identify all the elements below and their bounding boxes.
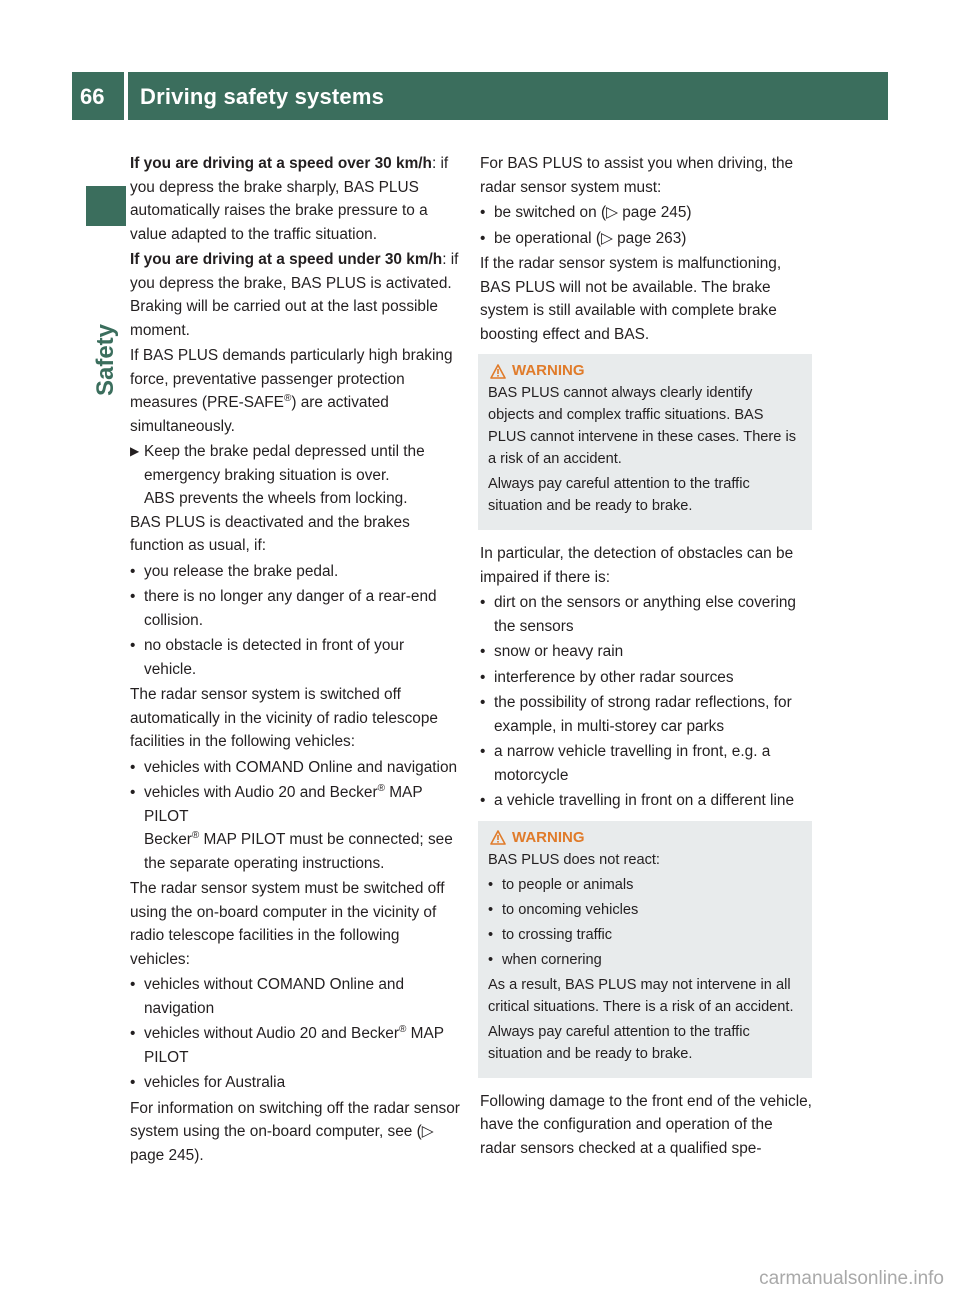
paragraph-text: ) are activated simultaneously. [130, 394, 389, 435]
list-item [480, 666, 812, 690]
paragraph-manual-off: The radar sensor system must be switched off using the on-board computer in the vicinity of radio telescope facilities in the following vehicles: [130, 880, 445, 968]
list-item-text: a narrow vehicle travelling in front, e.g. a motorcycle [494, 743, 771, 784]
list-item-text: MAP PILOT [144, 1025, 444, 1066]
instruction-step [130, 440, 460, 511]
registered-mark: ® [377, 782, 385, 794]
note-text: MAP PILOT must be connected; see the separate operating instructions. [144, 831, 453, 872]
paragraph-deactivation: BAS PLUS is deactivated and the brakes function as usual, if: [130, 513, 410, 554]
header-divider [124, 72, 128, 120]
registered-mark: ® [283, 392, 292, 404]
page-number: 66 [80, 84, 105, 109]
paragraph-impairment: In particular, the detection of obstacles can be impaired if there is: [480, 545, 794, 586]
page-reference-link[interactable]: page 263) [612, 229, 687, 247]
bullet-icon: • [130, 588, 136, 605]
list-item [130, 634, 460, 681]
bullet-icon: • [480, 204, 486, 221]
list-item-text: interference by other radar sources [494, 668, 734, 686]
heading-speed-over: If you are driving at a speed over 30 km/h [130, 155, 432, 172]
list-item-text: a vehicle travelling in front on a different line [494, 792, 795, 809]
page-reference-icon: ▷ [421, 1123, 434, 1140]
list-item-text: be operational ( [494, 229, 601, 247]
list-item-text: vehicles for Australia [144, 1074, 286, 1091]
paragraph-text: For information on switching off the radar sensor system using the on-board computer, see ( [130, 1099, 460, 1140]
paragraph-text: If BAS PLUS demands particularly high braking force, preventative passenger protection measures (PRE-SAFE [130, 347, 453, 411]
list-item-text: you release the brake pedal. [144, 562, 339, 580]
list-item-text: dirt on the sensors or anything else covering the sensors [494, 594, 796, 635]
bullet-icon: • [480, 594, 486, 611]
bullet-icon: • [480, 792, 486, 809]
warning-text: Always pay careful attention to the traffic situation and be ready to brake. [488, 1023, 750, 1062]
list-item-text: MAP PILOT [144, 784, 423, 825]
list-item-text: be switched on ( [494, 204, 607, 221]
section-title: Driving safety systems [140, 84, 385, 109]
bullet-icon: • [130, 562, 136, 580]
paragraph-speed-under [130, 248, 460, 342]
warning-header [490, 827, 802, 849]
step-arrow-icon: ▶ [130, 444, 140, 458]
heading-speed-under: If you are driving at a speed under 30 km/h [130, 251, 443, 268]
paragraph-text: : if you depress the brake sharply, BAS PLUS automatically raises the brake pressure to a value adapted to the traffic situation. [130, 155, 449, 243]
list-item [130, 1071, 460, 1095]
warning-text: BAS PLUS does not react: [488, 851, 660, 868]
bullet-icon: • [130, 637, 136, 654]
page-reference-link[interactable]: page 245). [130, 1146, 204, 1164]
step-result: ABS prevents the wheels from locking. [144, 490, 408, 507]
bullet-icon: • [130, 1074, 136, 1091]
list-item [480, 789, 812, 813]
paragraph-auto-off: The radar sensor system is switched off automatically in the vicinity of radio telescope facilities in the following vehicles: [130, 686, 438, 750]
bullet-icon: • [130, 758, 136, 776]
list-item-text: the possibility of strong radar reflections, for example, in multi-storey car parks [494, 694, 792, 735]
bullet-icon: • [480, 694, 486, 711]
list-item [480, 227, 812, 251]
paragraph-pre-safe [130, 344, 460, 438]
bullet-icon: • [488, 951, 494, 968]
paragraph-speed-over [130, 152, 460, 246]
warning-triangle-icon [490, 830, 506, 845]
bullet-icon: • [130, 784, 136, 801]
list-item-text: vehicles with COMAND Online and navigation [144, 758, 458, 776]
bullet-icon: • [480, 668, 486, 686]
list-item-text: no obstacle is detected in front of your vehicle. [144, 637, 405, 678]
warning-text: BAS PLUS cannot always clearly identify objects and complex traffic situations. BAS PLUS cannot intervene in these cases. There is a risk of an accident. [488, 385, 796, 467]
watermark: carmanualsonline.info [759, 1268, 944, 1289]
paragraph-requirements: For BAS PLUS to assist you when driving, the radar sensor system must: [480, 155, 794, 196]
page-reference-link[interactable]: page 245) [617, 204, 692, 221]
list-item-text: vehicles with Audio 20 and Becker [144, 784, 378, 801]
page-reference-icon: ▷ [606, 204, 618, 221]
paragraph-reference [130, 1097, 460, 1168]
bullet-icon: • [488, 926, 494, 943]
bullet-icon: • [480, 643, 486, 660]
bullet-icon: • [488, 876, 494, 893]
paragraph-text: : if you depress the brake, BAS PLUS is activated. Braking will be carried out at the last possible moment. [130, 251, 459, 339]
list-item [130, 560, 460, 584]
list-item-text: snow or heavy rain [494, 643, 624, 660]
warning-text: Always pay careful attention to the traffic situation and be ready to brake. [488, 476, 750, 514]
list-item [488, 874, 802, 896]
list-item-text: vehicles without Audio 20 and Becker [144, 1025, 399, 1042]
list-item [130, 973, 460, 1020]
right-column [480, 152, 812, 1162]
bullet-icon: • [480, 229, 486, 247]
list-item [480, 691, 812, 738]
registered-mark: ® [191, 829, 200, 841]
bullet-icon: • [480, 743, 486, 760]
list-item [130, 585, 460, 632]
list-item [480, 640, 812, 664]
page-reference-icon: ▷ [600, 229, 613, 247]
paragraph-malfunction: If the radar sensor system is malfunctioning, BAS PLUS will not be available. The brake system is still available with complete brake boosting effect and BAS. [480, 255, 782, 343]
warning-box [478, 821, 812, 1078]
warning-title: WARNING [512, 362, 585, 379]
list-item [480, 740, 812, 787]
bullet-icon: • [130, 1025, 136, 1042]
note-text: Becker [144, 831, 192, 848]
section-marker [86, 186, 126, 226]
warning-header [490, 360, 802, 382]
list-item [130, 1022, 460, 1069]
bullet-icon: • [130, 976, 136, 993]
warning-triangle-icon [490, 364, 506, 379]
list-item [130, 781, 460, 875]
list-item-text: vehicles without COMAND Online and navigation [144, 976, 405, 1017]
warning-box [478, 354, 812, 530]
registered-mark: ® [398, 1023, 407, 1035]
list-item [130, 756, 460, 780]
list-item-text: to oncoming vehicles [502, 901, 639, 918]
bullet-icon: • [488, 901, 494, 918]
paragraph-damage: Following damage to the front end of the vehicle, have the configuration and operation of the radar sensors checked at a qualified spe- [480, 1092, 812, 1157]
side-tab [86, 323, 126, 397]
list-item-text: when cornering [502, 951, 602, 968]
step-text: Keep the brake pedal depressed until the emergency braking situation is over. [144, 443, 425, 484]
list-item [488, 924, 802, 946]
list-item-note [144, 828, 460, 875]
list-item [488, 949, 802, 971]
left-column [130, 152, 460, 1169]
warning-text: As a result, BAS PLUS may not intervene in all critical situations. There is a risk of an accident. [488, 976, 794, 1015]
list-item [480, 591, 812, 638]
side-tab-label: Safety [92, 323, 119, 397]
list-item-text: to people or animals [502, 876, 634, 893]
list-item-text: to crossing traffic [502, 926, 613, 943]
list-item [488, 899, 802, 921]
list-item [480, 201, 812, 225]
warning-title: WARNING [512, 828, 585, 846]
list-item-text: there is no longer any danger of a rear-end collision. [144, 588, 437, 629]
